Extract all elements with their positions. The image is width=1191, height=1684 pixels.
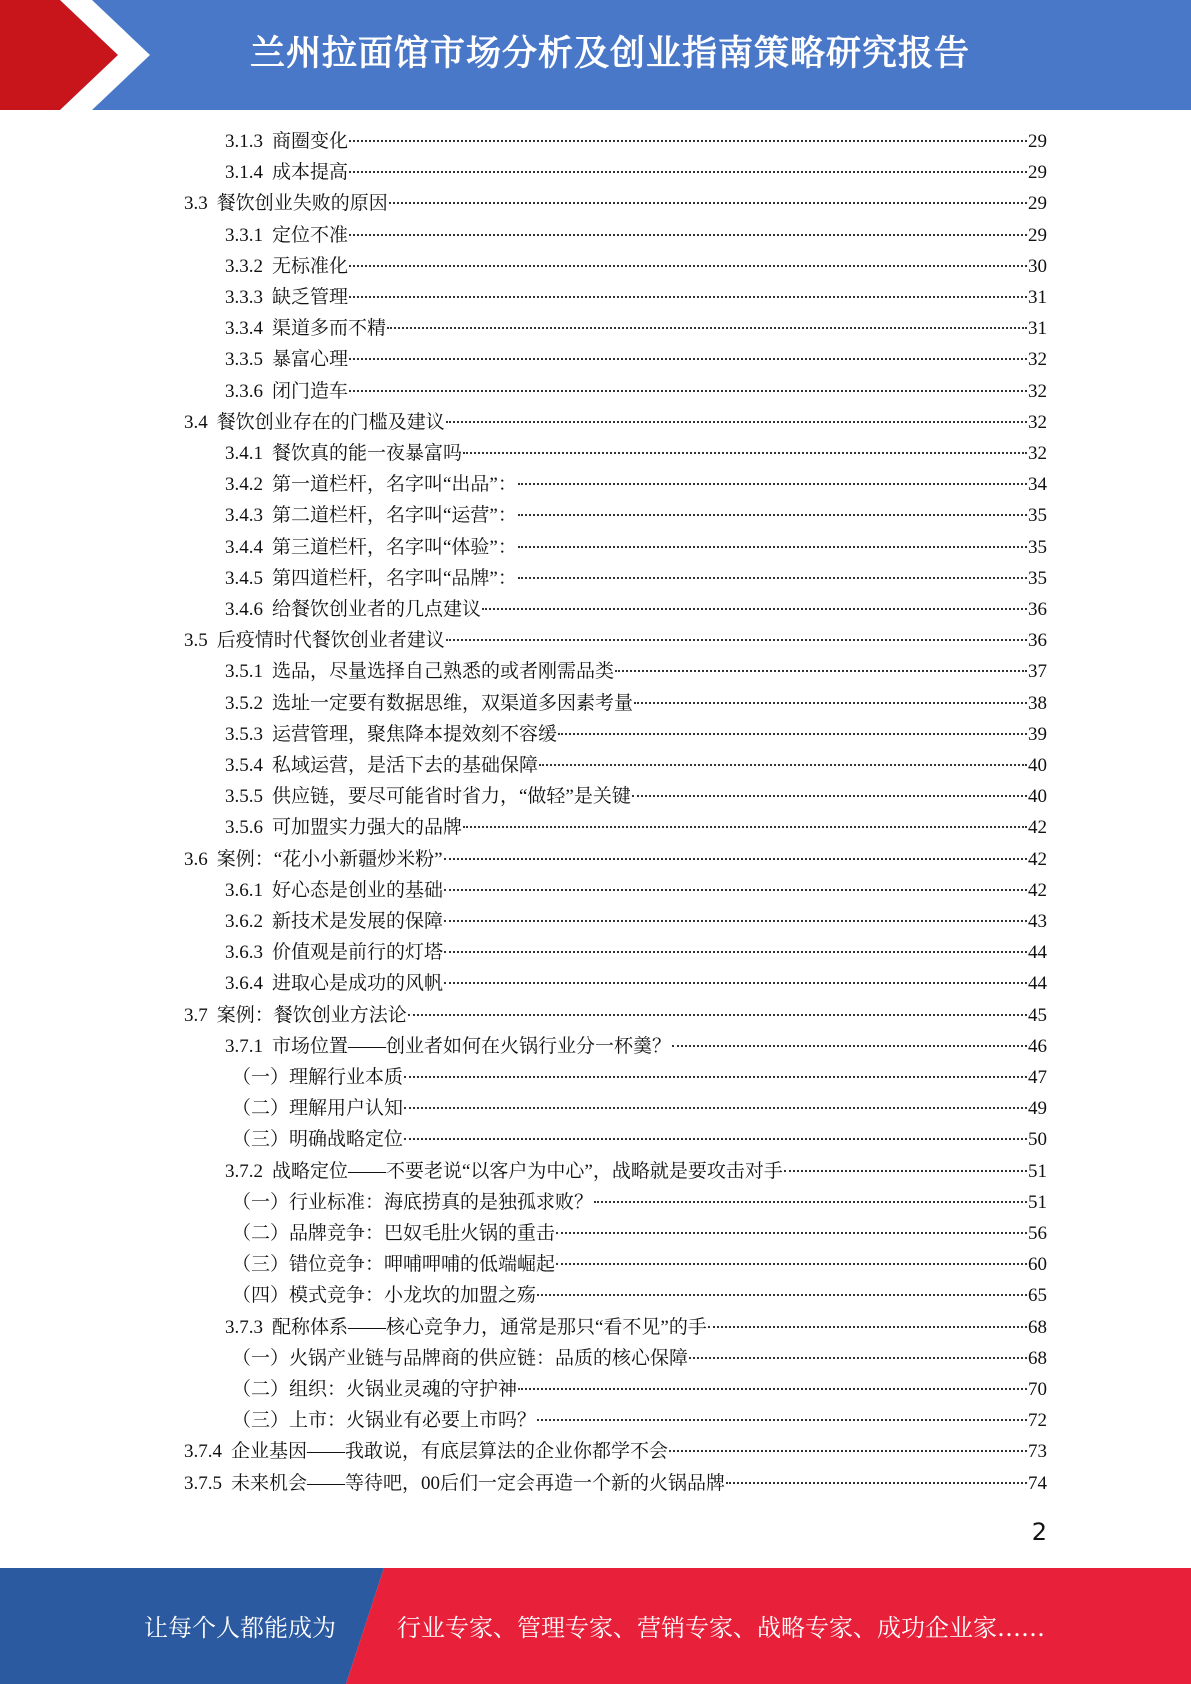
toc-entry-title: 暴富心理	[272, 349, 349, 371]
toc-entry-title: 定位不准	[272, 224, 349, 246]
toc-entry-page: 44	[1028, 942, 1047, 964]
toc-entry-page: 42	[1028, 848, 1047, 870]
toc-entry-title: 第三道栏杆，名字叫“体验”：	[272, 536, 517, 558]
toc-entry[interactable]	[184, 189, 1047, 219]
toc-entry[interactable]	[232, 1250, 1047, 1280]
toc-entry-page: 35	[1028, 567, 1047, 589]
toc-entry-title: 选品，尽量选择自己熟悉的或者刚需品类	[272, 661, 615, 683]
toc-dot-leader	[518, 1388, 1027, 1390]
toc-entry[interactable]	[225, 314, 1047, 344]
toc-entry-number: 3.3.5	[225, 349, 263, 371]
toc-entry-title: 给餐饮创业者的几点建议	[272, 599, 482, 620]
footer-slogan-left: 让每个人都能成为	[144, 1614, 336, 1642]
toc-entry-number: 3.6.4	[225, 973, 263, 995]
toc-dot-leader	[404, 1107, 1027, 1109]
toc-entry-title: 商圈变化	[272, 131, 349, 152]
toc-entry-number: 3.1.3	[225, 131, 263, 152]
toc-entry[interactable]	[225, 751, 1047, 781]
toc-entry-title: 配称体系——核心竞争力，通常是那只“看不见”的手	[272, 1316, 707, 1338]
toc-dot-leader	[518, 546, 1027, 548]
toc-entry-number: 3.6.2	[225, 911, 263, 932]
toc-entry-page: 34	[1028, 474, 1047, 496]
header-title: 兰州拉面馆市场分析及创业指南策略研究报告	[250, 34, 971, 74]
toc-dot-leader	[539, 764, 1027, 766]
toc-dot-leader	[349, 265, 1027, 267]
toc-entry[interactable]	[184, 1001, 1047, 1031]
toc-entry-title: 成本提高	[272, 162, 349, 184]
page-number: 2	[1031, 1518, 1047, 1546]
toc-entry-number: 3.4.5	[225, 567, 263, 589]
toc-entry-number: 3.5.5	[225, 786, 263, 808]
toc-entry-page: 65	[1028, 1285, 1047, 1307]
toc-entry[interactable]	[232, 1188, 1047, 1218]
toc-entry-title: 私域运营，是活下去的基础保障	[272, 755, 539, 776]
toc-entry-page: 46	[1028, 1035, 1047, 1057]
toc-entry[interactable]	[232, 1281, 1047, 1311]
toc-entry-page: 68	[1028, 1316, 1047, 1338]
toc-entry[interactable]	[225, 533, 1047, 563]
toc-entry-title: （二）品牌竞争：巴奴毛肚火锅的重击	[232, 1223, 556, 1244]
toc-entry-title: 第四道栏杆，名字叫“品牌”：	[272, 567, 517, 589]
toc-dot-leader	[556, 1232, 1027, 1234]
toc-entry-title: （一）理解行业本质	[232, 1067, 404, 1088]
toc-entry-page: 30	[1028, 255, 1047, 277]
toc-entry-page: 37	[1028, 661, 1047, 683]
toc-dot-leader	[444, 951, 1027, 953]
toc-entry-title: 进取心是成功的风帆	[272, 973, 444, 995]
toc-entry-title: 后疫情时代餐饮创业者建议	[216, 630, 445, 652]
toc-entry-title: 餐饮创业存在的门槛及建议	[216, 411, 445, 433]
toc-entry-title: （三）明确战略定位	[232, 1129, 404, 1151]
toc-entry-number: 3.7	[184, 1004, 208, 1026]
toc-entry[interactable]	[232, 1125, 1047, 1155]
toc-entry-title: 第二道栏杆，名字叫“运营”：	[272, 505, 517, 527]
page-footer	[0, 1568, 1191, 1684]
toc-entry-page: 35	[1028, 536, 1047, 558]
toc-entry-page: 40	[1028, 786, 1047, 808]
toc-entry-page: 50	[1028, 1129, 1047, 1151]
toc-entry[interactable]	[225, 345, 1047, 375]
toc-dot-leader	[387, 327, 1027, 329]
toc-entry-title: 第一道栏杆，名字叫“出品”：	[272, 474, 517, 496]
toc-entry[interactable]	[225, 501, 1047, 531]
toc-entry-number: 3.3	[184, 193, 208, 215]
toc-entry-number: 3.3.3	[225, 287, 263, 308]
toc-entry[interactable]	[225, 876, 1047, 906]
toc-entry[interactable]	[225, 1157, 1047, 1187]
toc-entry[interactable]	[225, 938, 1047, 968]
toc-dot-leader	[463, 452, 1027, 454]
toc-entry-page: 49	[1028, 1098, 1047, 1120]
toc-entry-title: 无标准化	[272, 255, 349, 277]
toc-dot-leader	[669, 1450, 1027, 1452]
toc-entry-page: 32	[1028, 411, 1047, 433]
toc-entry-title: 渠道多而不精	[272, 318, 387, 340]
toc-dot-leader	[594, 1201, 1027, 1203]
toc-entry-title: 案例：餐饮创业方法论	[216, 1004, 407, 1026]
toc-dot-leader	[349, 171, 1027, 173]
toc-entry-number: 3.7.4	[184, 1441, 222, 1463]
toc-entry-number: 3.5.4	[225, 755, 263, 776]
toc-entry-number: 3.5	[184, 630, 208, 652]
toc-entry[interactable]	[225, 657, 1047, 687]
toc-entry-title: 供应链，要尽可能省时省力，“做轻”是关键	[272, 786, 631, 808]
toc-entry[interactable]	[184, 1437, 1047, 1467]
toc-entry-number: 3.4.6	[225, 599, 263, 620]
toc-dot-leader	[446, 421, 1027, 423]
toc-entry-title: （二）理解用户认知	[232, 1098, 404, 1120]
toc-entry-page: 39	[1028, 723, 1047, 745]
toc-entry-title: 餐饮真的能一夜暴富吗	[272, 443, 463, 464]
toc-entry[interactable]	[225, 1032, 1047, 1062]
toc-entry-page: 70	[1028, 1379, 1047, 1400]
toc-entry-page: 35	[1028, 505, 1047, 527]
toc-entry[interactable]	[184, 845, 1047, 875]
toc-dot-leader	[349, 140, 1027, 142]
toc-dot-leader	[615, 670, 1027, 672]
toc-entry[interactable]	[225, 221, 1047, 251]
toc-dot-leader	[349, 234, 1027, 236]
toc-entry-title: 好心态是创业的基础	[272, 879, 444, 901]
toc-entry-number: 3.4.2	[225, 474, 263, 496]
toc-entry[interactable]	[225, 283, 1047, 313]
toc-entry[interactable]	[184, 626, 1047, 656]
toc-entry-page: 51	[1028, 1191, 1047, 1213]
toc-entry-title: （一）行业标准：海底捞真的是独孤求败？	[232, 1191, 594, 1213]
toc-dot-leader	[634, 702, 1027, 704]
toc-entry-page: 40	[1028, 755, 1047, 776]
toc-dot-leader	[537, 1419, 1027, 1421]
toc-dot-leader	[408, 1014, 1027, 1016]
toc-entry-title: 案例：“花小小新疆炒米粉”	[216, 848, 443, 870]
toc-dot-leader	[558, 733, 1027, 735]
toc-dot-leader	[689, 1357, 1027, 1359]
toc-entry-page: 36	[1028, 630, 1047, 652]
toc-entry-page: 74	[1028, 1472, 1047, 1494]
toc-dot-leader	[708, 1326, 1027, 1328]
toc-entry-title: 未来机会——等待吧，00后们一定会再造一个新的火锅品牌	[231, 1472, 726, 1494]
toc-entry-page: 45	[1028, 1004, 1047, 1026]
toc-entry-page: 29	[1028, 131, 1047, 152]
toc-entry-number: 3.4.1	[225, 443, 263, 464]
toc-entry[interactable]	[225, 907, 1047, 937]
toc-dot-leader	[404, 1076, 1027, 1078]
toc-entry-title: 战略定位——不要老说“以客户为中心”，战略就是要攻击对手	[272, 1160, 783, 1182]
toc-entry-page: 31	[1028, 318, 1047, 340]
toc-entry-title: 企业基因——我敢说，有底层算法的企业你都学不会	[231, 1441, 669, 1463]
toc-dot-leader	[537, 1294, 1027, 1296]
toc-entry-number: 3.4.3	[225, 505, 263, 527]
toc-dot-leader	[349, 296, 1027, 298]
toc-entry[interactable]	[225, 782, 1047, 812]
toc-entry[interactable]	[225, 439, 1047, 469]
toc-entry-number: 3.1.4	[225, 162, 263, 184]
toc-entry-number: 3.4	[184, 411, 208, 433]
toc-entry-title: 闭门造车	[272, 380, 349, 402]
toc-entry-page: 29	[1028, 162, 1047, 184]
toc-dot-leader	[444, 889, 1027, 891]
toc-entry-page: 29	[1028, 193, 1047, 215]
toc-dot-leader	[349, 358, 1027, 360]
toc-entry-title: 市场位置——创业者如何在火锅行业分一杯羹？	[272, 1035, 672, 1057]
toc-entry-page: 56	[1028, 1223, 1047, 1244]
toc-entry-title: 价值观是前行的灯塔	[272, 942, 444, 964]
toc-entry-title: 运营管理，聚焦降本提效刻不容缓	[272, 723, 558, 745]
toc-entry[interactable]	[225, 564, 1047, 594]
toc-entry-title: 餐饮创业失败的原因	[216, 193, 388, 215]
toc-entry[interactable]	[225, 127, 1047, 157]
toc-entry-title: 新技术是发展的保障	[272, 911, 444, 932]
toc-entry-page: 72	[1028, 1410, 1047, 1432]
toc-entry[interactable]	[232, 1406, 1047, 1436]
toc-dot-leader	[444, 858, 1027, 860]
toc-entry-number: 3.3.1	[225, 224, 263, 246]
toc-entry[interactable]	[225, 813, 1047, 843]
toc-dot-leader	[444, 982, 1027, 984]
toc-entry[interactable]	[184, 1469, 1047, 1499]
toc-entry-title: 可加盟实力强大的品牌	[272, 817, 463, 839]
toc-entry-page: 32	[1028, 443, 1047, 464]
toc-entry[interactable]	[225, 1313, 1047, 1343]
toc-entry-number: 3.7.2	[225, 1160, 263, 1182]
toc-entry[interactable]	[225, 377, 1047, 407]
toc-entry-page: 36	[1028, 599, 1047, 620]
toc-entry[interactable]	[232, 1219, 1047, 1249]
toc-entry-number: 3.3.2	[225, 255, 263, 277]
toc-dot-leader	[446, 639, 1027, 641]
toc-entry[interactable]	[225, 470, 1047, 500]
toc-dot-leader	[726, 1482, 1027, 1484]
toc-entry-number: 3.7.5	[184, 1472, 222, 1494]
toc-entry-number: 3.3.4	[225, 318, 263, 340]
toc-entry-page: 29	[1028, 224, 1047, 246]
toc-entry-number: 3.6.3	[225, 942, 263, 964]
toc-entry-title: （三）上市：火锅业有必要上市吗？	[232, 1410, 537, 1432]
toc-entry[interactable]	[232, 1094, 1047, 1124]
toc-entry[interactable]	[232, 1375, 1047, 1405]
toc-entry-title: （四）模式竞争：小龙坎的加盟之殇	[232, 1285, 537, 1307]
toc-dot-leader	[444, 920, 1027, 922]
toc-entry-page: 68	[1028, 1347, 1047, 1369]
toc-entry-number: 3.5.2	[225, 692, 263, 714]
toc-entry-title: （一）火锅产业链与品牌商的供应链：品质的核心保障	[232, 1347, 689, 1369]
toc-entry-page: 60	[1028, 1254, 1047, 1276]
toc-entry-page: 32	[1028, 349, 1047, 371]
toc-entry-number: 3.5.3	[225, 723, 263, 745]
toc-entry-page: 44	[1028, 973, 1047, 995]
toc-entry-page: 32	[1028, 380, 1047, 402]
toc-entry-number: 3.5.1	[225, 661, 263, 683]
toc-dot-leader	[784, 1170, 1027, 1172]
toc-dot-leader	[556, 1263, 1027, 1265]
page-header	[0, 0, 1191, 110]
toc-entry-title: 选址一定要有数据思维，双渠道多因素考量	[272, 692, 634, 714]
toc-entry[interactable]	[184, 408, 1047, 438]
toc-entry-page: 43	[1028, 911, 1047, 932]
toc-entry[interactable]	[225, 158, 1047, 188]
toc-entry-number: 3.5.6	[225, 817, 263, 839]
toc-entry[interactable]	[232, 1063, 1047, 1093]
toc-entry[interactable]	[225, 689, 1047, 719]
toc-dot-leader	[518, 577, 1027, 579]
toc-entry-page: 31	[1028, 287, 1047, 308]
toc-entry-page: 42	[1028, 879, 1047, 901]
toc-entry-title: （二）组织：火锅业灵魂的守护神	[232, 1379, 518, 1400]
toc-dot-leader	[518, 514, 1027, 516]
footer-slogan-right: 行业专家、管理专家、营销专家、战略专家、成功企业家……	[397, 1614, 1045, 1642]
toc-entry[interactable]	[225, 720, 1047, 750]
toc-entry-number: 3.6.1	[225, 879, 263, 901]
toc-entry-number: 3.7.3	[225, 1316, 263, 1338]
toc-entry-page: 42	[1028, 817, 1047, 839]
toc-dot-leader	[349, 390, 1027, 392]
toc-entry-page: 73	[1028, 1441, 1047, 1463]
toc-entry[interactable]	[232, 1344, 1047, 1374]
toc-entry-page: 38	[1028, 692, 1047, 714]
toc-entry[interactable]	[225, 252, 1047, 282]
toc-dot-leader	[482, 608, 1027, 610]
toc-entry-page: 51	[1028, 1160, 1047, 1182]
toc-entry[interactable]	[225, 969, 1047, 999]
toc-dot-leader	[389, 202, 1027, 204]
toc-entry-page: 47	[1028, 1067, 1047, 1088]
toc-entry[interactable]	[225, 595, 1047, 625]
toc-dot-leader	[632, 795, 1027, 797]
toc-dot-leader	[672, 1045, 1027, 1047]
toc-entry-number: 3.3.6	[225, 380, 263, 402]
toc-entry-number: 3.7.1	[225, 1035, 263, 1057]
toc-dot-leader	[463, 826, 1027, 828]
toc-entry-number: 3.4.4	[225, 536, 263, 558]
toc-dot-leader	[404, 1138, 1027, 1140]
toc-entry-title: 缺乏管理	[272, 287, 349, 308]
toc-entry-title: （三）错位竞争：呷哺呷哺的低端崛起	[232, 1254, 556, 1276]
toc-dot-leader	[518, 483, 1027, 485]
toc-entry-number: 3.6	[184, 848, 208, 870]
